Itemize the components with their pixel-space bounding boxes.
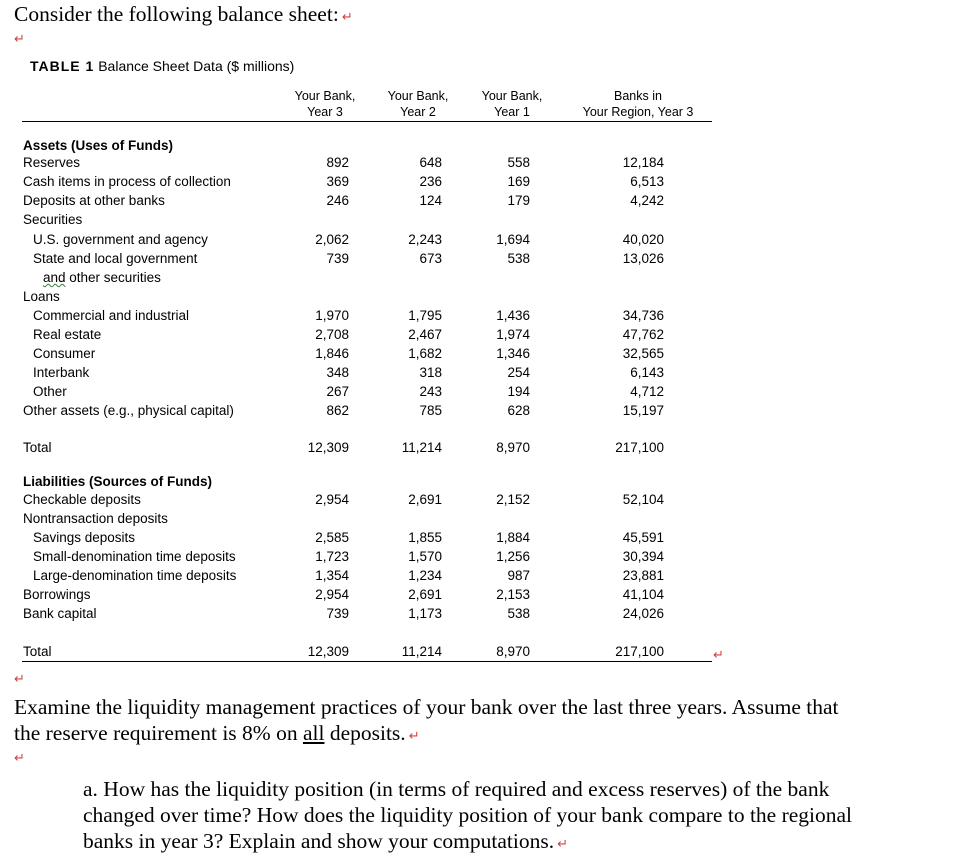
cell-value: 1,694: [496, 232, 530, 247]
paragraph-mark-icon: ↵: [557, 837, 569, 852]
footer-rule: [22, 661, 712, 662]
column-header-line: Your Region, Year 3: [582, 105, 694, 119]
cell-value: 12,309: [307, 644, 349, 659]
paragraph-mark-icon: ↵: [14, 751, 25, 766]
part-a-line-2: changed over time? How does the liquidity position of your bank compare to the regional: [83, 803, 853, 827]
row-label: Savings deposits: [33, 530, 136, 545]
cell-value: 1,846: [315, 346, 349, 361]
cell-value: 2,467: [408, 327, 442, 342]
question-text: the reserve requirement is 8% on: [14, 721, 303, 745]
table-title-text: Balance Sheet Data ($ millions): [98, 58, 295, 74]
cell-value: 124: [419, 193, 442, 208]
paragraph-mark-icon: ↵: [713, 648, 724, 663]
cell-value: 2,691: [408, 587, 442, 602]
row-label: Commercial and industrial: [33, 308, 190, 323]
cell-value: 1,436: [496, 308, 530, 323]
cell-value: 558: [507, 155, 530, 170]
question-emphasis: all: [302, 721, 325, 745]
cell-value: 32,565: [622, 346, 664, 361]
cell-value: 1,970: [315, 308, 349, 323]
row-label: Checkable deposits: [23, 492, 141, 507]
cell-value: 179: [507, 193, 530, 208]
header-rule: [22, 121, 712, 122]
column-header-year3: [283, 88, 367, 120]
row-label: Borrowings: [23, 587, 91, 602]
cell-value: 2,243: [408, 232, 442, 247]
cell-value: 23,881: [622, 568, 664, 583]
column-header-line: Banks in: [614, 89, 662, 103]
assets-heading: Assets (Uses of Funds): [23, 138, 174, 153]
cell-value: 40,020: [622, 232, 664, 247]
cell-value: 2,062: [315, 232, 349, 247]
cell-value: 2,954: [315, 587, 349, 602]
row-label: State and local government: [33, 251, 198, 266]
cell-value: 1,234: [408, 568, 442, 583]
row-label: Deposits at other banks: [23, 193, 165, 208]
cell-value: 369: [326, 174, 349, 189]
cell-value: 254: [507, 365, 530, 380]
cell-value: 1,173: [408, 606, 442, 621]
cell-value: 12,309: [307, 440, 349, 455]
paragraph-mark-icon: ↵: [14, 32, 25, 47]
column-header-line: Your Bank,: [481, 89, 543, 103]
row-label: Small-denomination time deposits: [33, 549, 236, 564]
part-a-line-1: a. How has the liquidity position (in terms of required and excess reserves) of the bank: [83, 777, 830, 801]
part-a-text: banks in year 3? Explain and show your computations.: [83, 829, 555, 853]
cell-value: 1,570: [408, 549, 442, 564]
cell-value: 47,762: [622, 327, 664, 342]
column-header-year1: [470, 88, 554, 120]
row-label: Consumer: [33, 346, 96, 361]
part-a-line-3: [83, 829, 568, 854]
cell-value: 246: [326, 193, 349, 208]
cell-value: 24,026: [622, 606, 664, 621]
cell-value: 673: [419, 251, 442, 266]
paragraph-mark-icon: ↵: [341, 10, 353, 25]
row-label: Real estate: [33, 327, 102, 342]
row-label: Total: [23, 644, 52, 659]
cell-value: 217,100: [615, 644, 664, 659]
column-header-line: Year 1: [494, 105, 530, 119]
row-label-rest: other securities: [65, 270, 161, 285]
cell-value: 2,153: [496, 587, 530, 602]
cell-value: 52,104: [622, 492, 664, 507]
cell-value: 318: [419, 365, 442, 380]
cell-value: 648: [419, 155, 442, 170]
column-header-line: Year 2: [400, 105, 436, 119]
row-label: Other: [33, 384, 67, 399]
cell-value: 41,104: [622, 587, 664, 602]
cell-value: 6,513: [630, 174, 664, 189]
row-label: Large-denomination time deposits: [33, 568, 237, 583]
question-line-2: [14, 721, 420, 746]
cell-value: 348: [326, 365, 349, 380]
cell-value: 15,197: [622, 403, 664, 418]
row-label: Cash items in process of collection: [23, 174, 231, 189]
row-label: Total: [23, 440, 52, 455]
cell-value: 11,214: [401, 644, 442, 659]
cell-value: 2,954: [315, 492, 349, 507]
cell-value: 1,346: [496, 346, 530, 361]
intro-text: [14, 2, 353, 27]
cell-value: 11,214: [401, 440, 442, 455]
cell-value: 739: [326, 251, 349, 266]
cell-value: 30,394: [622, 549, 664, 564]
cell-value: 1,855: [408, 530, 442, 545]
row-label: Loans: [23, 289, 60, 304]
cell-value: 628: [507, 403, 530, 418]
cell-value: 1,354: [315, 568, 349, 583]
cell-value: 8,970: [496, 440, 530, 455]
cell-value: 6,143: [630, 365, 664, 380]
liabilities-heading: Liabilities (Sources of Funds): [23, 474, 213, 489]
intro-label: Consider the following balance sheet:: [14, 2, 339, 26]
cell-value: 243: [419, 384, 442, 399]
column-header-line: Your Bank,: [294, 89, 356, 103]
cell-value: 538: [507, 251, 530, 266]
cell-value: 2,152: [496, 492, 530, 507]
cell-value: 4,242: [630, 193, 664, 208]
table-title: [30, 58, 294, 74]
row-label-word: and: [43, 270, 66, 285]
cell-value: 987: [507, 568, 530, 583]
table-title-label: TABLE 1: [30, 58, 95, 74]
cell-value: 892: [326, 155, 349, 170]
cell-value: 2,691: [408, 492, 442, 507]
cell-value: 538: [507, 606, 530, 621]
cell-value: 194: [507, 384, 530, 399]
column-header-line: Year 3: [307, 105, 343, 119]
row-label: Nontransaction deposits: [23, 511, 168, 526]
cell-value: 1,884: [496, 530, 530, 545]
cell-value: 1,723: [315, 549, 349, 564]
question-line-1: Examine the liquidity management practices of your bank over the last three years. Assume that: [14, 695, 839, 719]
question-text: deposits.: [324, 721, 406, 745]
cell-value: 785: [419, 403, 442, 418]
cell-value: 267: [326, 384, 349, 399]
cell-value: 2,585: [315, 530, 349, 545]
column-header-line: Your Bank,: [387, 89, 449, 103]
row-label: U.S. government and agency: [33, 232, 208, 247]
cell-value: 236: [419, 174, 442, 189]
cell-value: 1,256: [496, 549, 530, 564]
column-header-region: [568, 88, 708, 120]
row-label: Securities: [23, 212, 83, 227]
row-label: Interbank: [33, 365, 90, 380]
cell-value: 13,026: [622, 251, 664, 266]
cell-value: 45,591: [622, 530, 664, 545]
cell-value: 862: [326, 403, 349, 418]
cell-value: 169: [507, 174, 530, 189]
cell-value: 34,736: [622, 308, 664, 323]
cell-value: 2,708: [315, 327, 349, 342]
row-label: Other assets (e.g., physical capital): [23, 403, 234, 418]
cell-value: 217,100: [615, 440, 664, 455]
cell-value: 1,974: [496, 327, 530, 342]
column-header-year2: [376, 88, 460, 120]
paragraph-mark-icon: ↵: [408, 729, 420, 744]
cell-value: 8,970: [496, 644, 530, 659]
cell-value: 1,795: [408, 308, 442, 323]
row-label: Bank capital: [23, 606, 97, 621]
row-label: [43, 268, 161, 287]
cell-value: 739: [326, 606, 349, 621]
cell-value: 4,712: [630, 384, 664, 399]
cell-value: 12,184: [622, 155, 664, 170]
cell-value: 1,682: [408, 346, 442, 361]
row-label: Reserves: [23, 155, 81, 170]
paragraph-mark-icon: ↵: [14, 672, 25, 687]
